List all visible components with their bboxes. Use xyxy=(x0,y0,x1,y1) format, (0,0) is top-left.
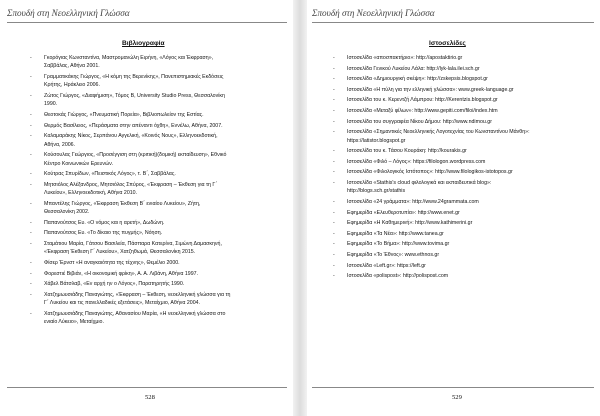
list-item xyxy=(30,181,285,198)
list-item xyxy=(30,259,285,267)
entry-text-continued: Κέντρο Κοινωνικών Ερευνών. xyxy=(44,160,114,167)
entry-text: Ιστοσελίδα «αποσπακτήριο»: http://apostaktirio.gr xyxy=(347,55,463,61)
entry-text: Θεοτοκάς Γιώργος, «Πνευματική Πορεία», Βιβλιοπωλείον της Εστίας. xyxy=(44,112,204,118)
entry-text-continued: «Έκφραση Έκθεση Γ΄ Λυκείου», Χατζηθωμά, Θεσσαλονίκη 2015. xyxy=(44,249,196,256)
list-item xyxy=(333,65,595,73)
book-gutter xyxy=(293,0,307,416)
header-rule xyxy=(7,22,287,23)
entry-text-continued: Λυκείου», Ελληνοεκδοτική, Αθήνα 2010. xyxy=(44,190,138,197)
list-item xyxy=(333,54,595,62)
list-item xyxy=(333,86,595,94)
entry-text: Καλαμαράκης Νίκος, Σερπάνου Αγγελική, «Κοινός Νους», Ελληνοεκδοτική, xyxy=(44,133,218,140)
entry-text: Κούσουλας Γεώργιος, «Προσέγγιση στη (κριτική)(δομική) εκπαίδευση», Εθνικό xyxy=(44,152,227,159)
list-item xyxy=(30,229,285,237)
entry-text: Εφημερίδα «Η Καθημερινή»: http://www.kathimerini.gr xyxy=(347,220,473,227)
list-item xyxy=(333,107,595,115)
list-item xyxy=(333,147,595,155)
list-item xyxy=(333,272,595,280)
list-item xyxy=(30,92,285,109)
entry-text: Εφημερίδα «Το Έθνος»: www.ethnos.gr xyxy=(347,251,440,258)
list-item xyxy=(30,240,285,257)
entry-text: Ιστοσελίδα «24 γράμματα»: http://www.24grammata.com xyxy=(347,198,479,205)
list-item xyxy=(333,219,595,227)
entry-text: Ιστοσελίδα «Μεταξύ φίλων»: http://www.gepiti.com/filoi/index.htm xyxy=(347,107,498,114)
running-head: Σπουδή στη Νεοελληνική Γλώσσα xyxy=(312,8,435,18)
entry-text: Ιστοσελίδα «Stathis's cloud φιλολογικά και εκπαιδευτικά blog»: xyxy=(347,179,492,186)
entry-text: Κούτρας Σπυρίδων, «Πειστικός Λόγος», τ. Β΄, Σαββάλας. xyxy=(44,171,176,178)
entry-text: Μητσιόλος Αλέξανδρος, Μητσιόλος Σπύρος, «Έκφραση – Έκθεση για τη Γ΄ xyxy=(44,181,218,188)
entry-text: Χατζημωυσιάδης Παναγιώτης, «Έκφραση – Έκθεση, νεοελληνική γλώσσα για τη xyxy=(44,291,231,298)
bibliography-title: Βιβλιογραφία xyxy=(122,40,165,47)
entry-text: Παπανούτσος Ευ. «Το δίκαιο της πυγμής», Νόηση. xyxy=(44,230,163,237)
entry-text: Ιστοσελίδα «Σημαντικές Νεοελληνικής Λογοτεχνίας του Κωνσταντίνου Μάνθη»: xyxy=(347,129,530,136)
list-item xyxy=(30,54,285,71)
entry-text: Γραμματικάκης Γιώργος, «Η κόμη της Βερενίκης», Πανεπιστημιακές Εκδόσεις xyxy=(44,74,224,80)
websites-title: Ιστοσελίδες xyxy=(429,40,466,47)
entry-text-continued: Θεσσαλονίκη 2002. xyxy=(44,209,90,216)
entry-text: Ιστοσελίδα Γενικού Λυκείου Λάλα: http://lyk-lala.ilei.sch.gr xyxy=(347,65,480,72)
entry-text-continued: http://blogs.sch.gr/stathis xyxy=(347,188,406,195)
entry-text: Σταμάτιου Μαρία, Γάτσου Βασιλεία, Πάσπαρα Κατερίνα, Σιμώνη Δαμασκηνή, xyxy=(44,240,222,247)
entry-text-continued: 1990. xyxy=(44,101,58,108)
entry-text: Φορεστιέ Βιβιάν, «Η οικονομική φρίκη», Α. Α. Λιβάνη, Αθήνα 1997. xyxy=(44,270,199,277)
entry-text-continued: ενιαίο Λύκειο», Μεταίχμιο. xyxy=(44,319,104,326)
list-item xyxy=(30,151,285,168)
entry-text: Θερμός Βασίλειος, «Περάσματα στην απέναντι όχθη», Εννέλω, Αθήνα, 2007. xyxy=(44,122,223,129)
list-item xyxy=(30,122,285,130)
list-item xyxy=(333,251,595,259)
websites-list xyxy=(333,54,595,281)
bibliography-list xyxy=(30,54,285,327)
footer-rule xyxy=(7,387,287,388)
list-item xyxy=(333,230,595,238)
list-item xyxy=(333,168,595,176)
entry-text: Παπανούτσος Ευ. «Ο νόμος και η αρετή», Δωδώνη. xyxy=(44,219,165,226)
entry-text: Ιστοσελίδα «Φιλό – Λόγος»: https://filologon.wordpress.com xyxy=(347,158,486,165)
entry-text: Εφημερίδα «Το Βήμα»: http://www.tovima.gr xyxy=(347,241,450,248)
entry-text: Ιστοσελίδα «Η πύλη για την ελληνική γλώσσα»: www.greek-language.gr xyxy=(347,86,514,93)
list-item xyxy=(333,198,595,206)
entry-text: Εφημερίδα «Τα Νέα»: http://www.tanea.gr xyxy=(347,230,444,237)
entry-text: Ιστοσελίδα του κ. Κερεντζή Λάμπρου: http://Kerentzis.blogspot.gr xyxy=(347,97,498,104)
entry-text-continued: Αθήνα, 2006. xyxy=(44,141,76,148)
entry-text: Ιστοσελίδα «Δημιουργική σκέψη»: http://zskepsis.blogspot.gr xyxy=(347,76,488,83)
entry-text: Ιστοσελίδα «Φιλολογικός Ιστότοπος»: http://www.filologikos-istotopos.gr xyxy=(347,169,513,176)
page-number: 528 xyxy=(145,394,155,401)
list-item xyxy=(30,291,285,308)
list-item xyxy=(333,262,595,270)
list-item xyxy=(333,118,595,126)
entry-text: Χάβελ Βάτσλαβ, «Εν αρχή ην ο Λόγος», Παρατηρητής 1990. xyxy=(44,281,185,288)
list-item xyxy=(30,270,285,278)
header-rule xyxy=(312,22,594,23)
list-item xyxy=(30,200,285,217)
entry-text: Γκορόγιας Κωνσταντίνα, Μαστρομανώλη Ειρήνη, «Λόγος και Έκφραση», xyxy=(44,55,214,61)
list-item xyxy=(30,170,285,178)
entry-text: Ζώτος Γιώργος, «Διαφήμιση», Τόμος Β, University Studio Press, Θεσσαλονίκη xyxy=(44,93,225,99)
entry-text: Φίσερ Έρνστ «Η αναγκαιότητα της τέχνης», Θεμέλιο 2000. xyxy=(44,259,180,266)
footer-rule xyxy=(312,387,594,388)
list-item xyxy=(333,240,595,248)
page-number: 529 xyxy=(452,394,462,401)
list-item xyxy=(333,96,595,104)
list-item xyxy=(333,75,595,83)
list-item xyxy=(30,310,285,327)
list-item xyxy=(333,128,595,145)
entry-text: Χατζημωυσιάδης Παναγιώτης, Αθανασίου Μαρία, «Η νεοελληνική γλώσσα στο xyxy=(44,310,226,317)
list-item xyxy=(333,158,595,166)
entry-text-continued: Γ΄ Λυκείου και τις πανελλαδικές εξετάσεις», Μεταίχμιο, Αθήνα 2004. xyxy=(44,300,201,307)
entry-text-continued: Κρήτης, Ηράκλειο 2006. xyxy=(44,82,100,89)
entry-text: Μπαντέλης Γιώργος, «Έκφραση Έκθεση Β΄ ενιαίου Λυκείου», Ζήτη, xyxy=(44,200,201,207)
entry-text: Ιστοσελίδα «polispost»: http://polispost.com xyxy=(347,273,449,280)
entry-text-continued: https://latistor.blogspot.gr xyxy=(347,137,406,144)
list-item xyxy=(30,73,285,90)
left-page xyxy=(0,0,293,416)
list-item xyxy=(30,219,285,227)
right-page xyxy=(307,0,600,416)
entry-text: Ιστοσελίδα του κ. Τάσου Κουράκη: http://kourakis.gr xyxy=(347,148,467,155)
list-item xyxy=(30,132,285,149)
running-head: Σπουδή στη Νεοελληνική Γλώσσα xyxy=(7,8,130,18)
entry-text: Εφημερίδα «Ελευθεροτυπία»: http://www.enet.gr xyxy=(347,209,460,216)
list-item xyxy=(333,179,595,196)
list-item xyxy=(333,209,595,217)
list-item xyxy=(30,280,285,288)
entry-text: Ιστοσελίδα του συγγραφέα Νίκου Δήμου: http://www.ndimou.gr xyxy=(347,118,492,125)
list-item xyxy=(30,111,285,119)
entry-text: Ιστοσελίδα «Left.gr»: https://left.gr xyxy=(347,262,426,269)
entry-text-continued: Σαββάλας, Αθήνα 2001. xyxy=(44,63,100,70)
